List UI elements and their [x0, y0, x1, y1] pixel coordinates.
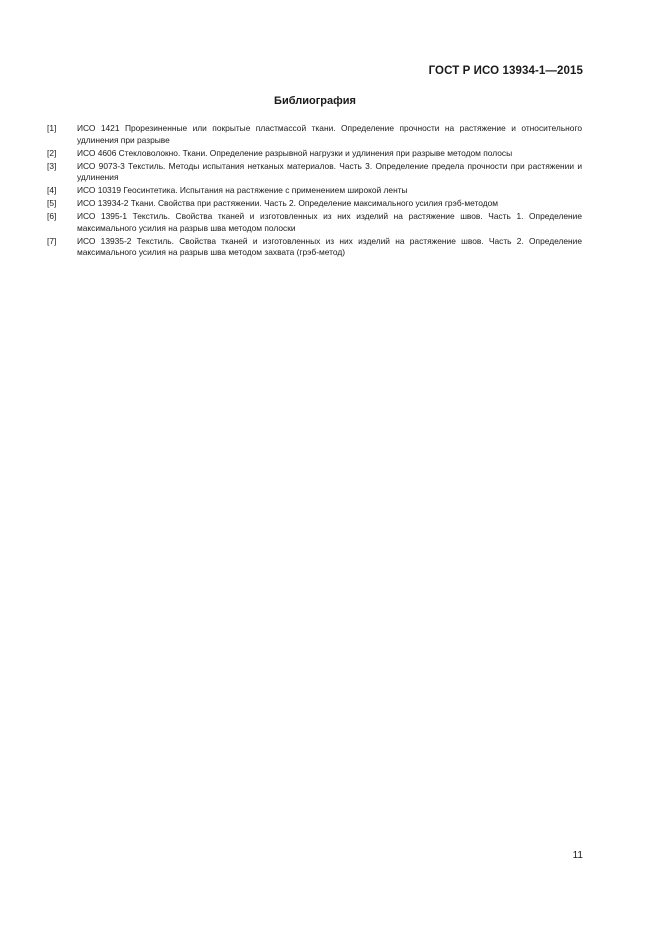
entry-text: ИСО 9073-3 Текстиль. Методы испытания нетканых материалов. Часть 3. Определение предела прочности при растяжении и удлинения [77, 160, 582, 182]
bibliography-entry [47, 236, 582, 259]
page-number: 11 [572, 850, 583, 861]
bibliography-list [47, 123, 582, 260]
entry-text: ИСО 10319 Геосинтетика. Испытания на растяжение с применением широкой ленты [77, 185, 408, 195]
section-title: Библиография [274, 95, 356, 107]
entry-text: ИСО 1395-1 Текстиль. Свойства тканей и изготовленных из них изделий на растяжение швов. Часть 1. Определение максимального усилия на разрыв шва методом полоски [77, 211, 582, 233]
bibliography-entry [47, 185, 582, 197]
entry-text: ИСО 4606 Стекловолокно. Ткани. Определение разрывной нагрузки и удлинения при разрыве методом полосы [77, 147, 513, 158]
bibliography-entry [47, 211, 582, 234]
entry-number: [6] [47, 211, 57, 221]
entry-number: [4] [47, 185, 57, 195]
entry-number: [7] [47, 235, 57, 246]
bibliography-entry [47, 123, 582, 146]
document-code: ГОСТ Р ИСО 13934-1—2015 [428, 65, 583, 77]
bibliography-entry [47, 198, 582, 210]
entry-text: ИСО 13935-2 Текстиль. Свойства тканей и изготовленных из них изделий на растяжение швов. Часть 2. Определение максимального усилия на разрыв шва методом захвата (грэб-метод) [77, 235, 582, 257]
entry-number: [1] [47, 123, 57, 133]
entry-text: ИСО 1421 Прорезиненные или покрытые пластмассой ткани. Определение прочности на растяжение и относительного удлинения при разрыве [77, 123, 582, 145]
entry-number: [2] [47, 147, 57, 158]
bibliography-entry [47, 148, 582, 160]
entry-text: ИСО 13934-2 Ткани. Свойства при растяжении. Часть 2. Определение максимального усилия грэб-методом [77, 198, 499, 208]
entry-number: [5] [47, 198, 57, 208]
bibliography-entry [47, 161, 582, 184]
entry-number: [3] [47, 160, 57, 171]
